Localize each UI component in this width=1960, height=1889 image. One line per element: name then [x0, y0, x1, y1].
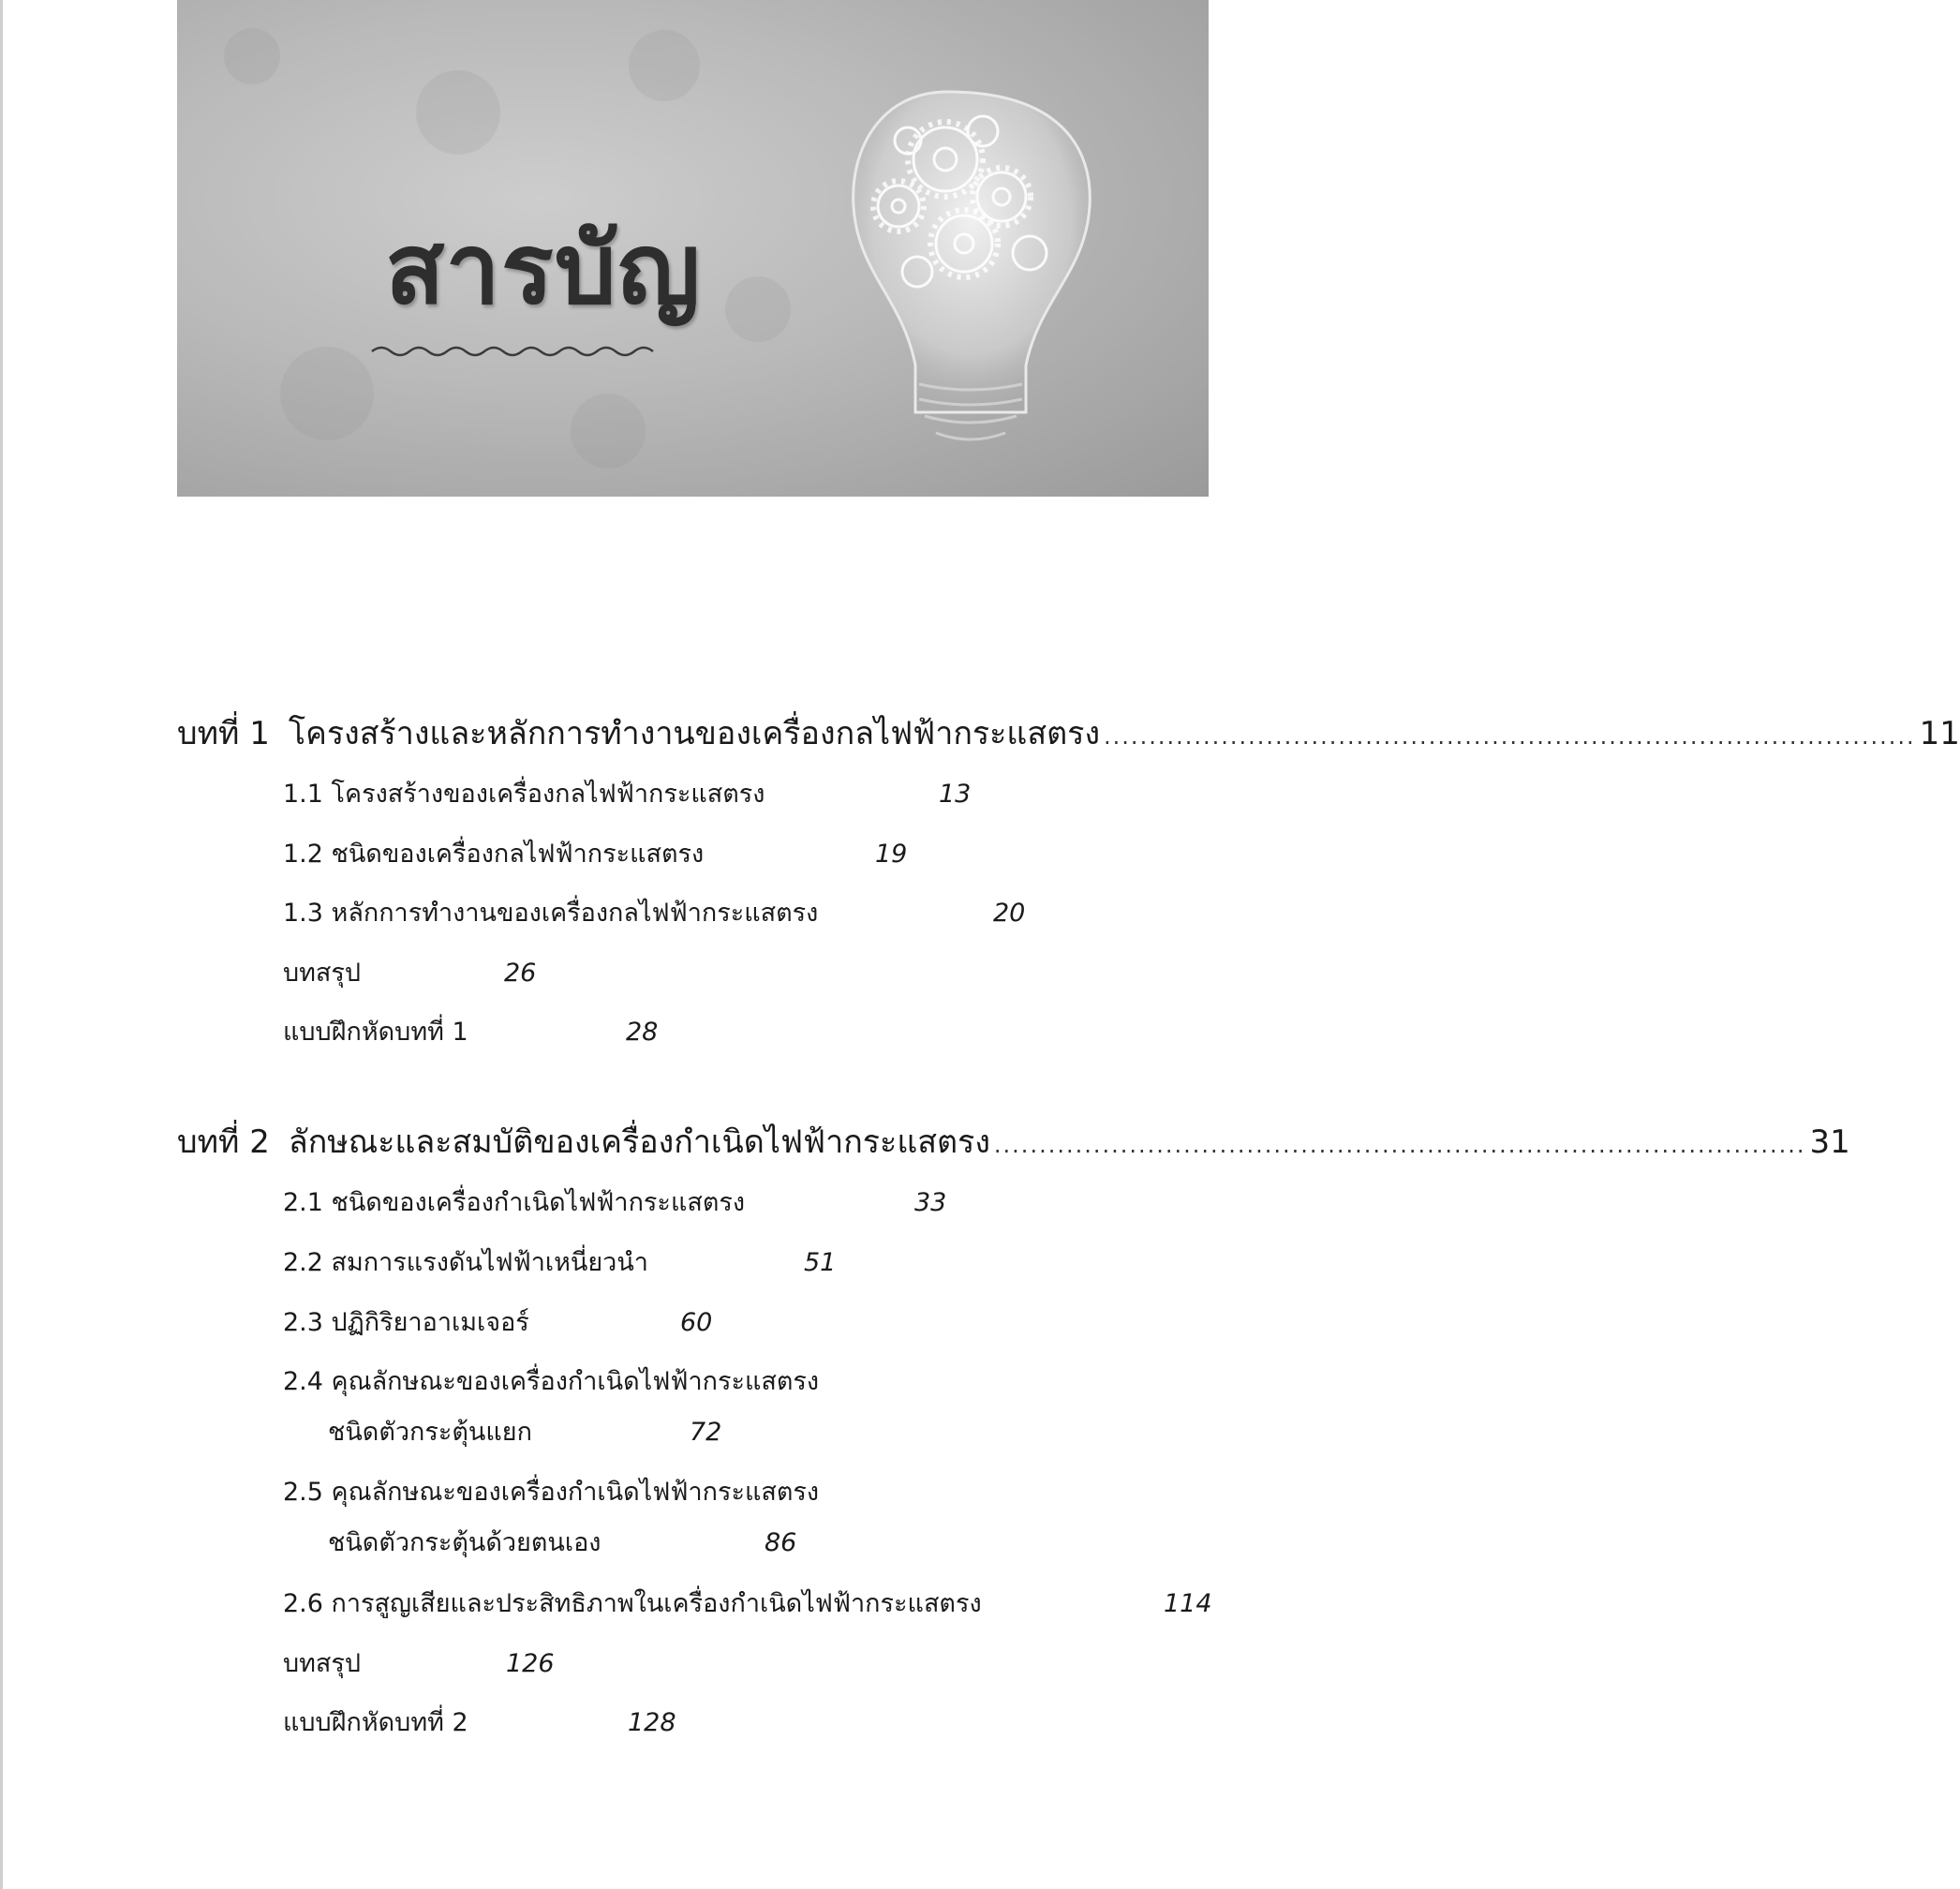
header-banner [177, 0, 1209, 497]
toc-entry-2-3[interactable] [283, 1304, 1032, 1342]
toc-entry-page: 86 [765, 1528, 797, 1557]
toc-entry-page: 72 [690, 1418, 722, 1447]
toc-entry-page: 51 [804, 1248, 837, 1277]
toc-entry-2-4[interactable] [283, 1363, 1032, 1457]
toc-entry-page: 26 [504, 959, 537, 988]
chapter-number: บทที่ 2 [177, 1123, 270, 1161]
toc-entry-page: 28 [626, 1018, 659, 1047]
page-edge [0, 0, 3, 1889]
toc-entry-text: 1.1 โครงสร้างของเครื่องกลไฟฟ้ากระแสตรง [283, 780, 765, 809]
toc-entry-text: แบบฝึกหัดบทที่ 2 [283, 1708, 468, 1737]
chapter-2-heading[interactable] [177, 1119, 1850, 1166]
toc-entry-text: บทสรุป [283, 959, 362, 988]
title-wave-underline [372, 348, 653, 355]
chapter-number: บทที่ 1 [177, 715, 270, 752]
toc-entry-text: 2.2 สมการแรงดันไฟฟ้าเหนี่ยวนำ [283, 1248, 648, 1277]
page-title: สารบัญ [385, 211, 702, 326]
toc-entry-page: 114 [1164, 1589, 1212, 1618]
toc-entry-text: บทสรุป [283, 1649, 362, 1678]
toc-entry-text: 2.5 คุณลักษณะของเครื่องกำเนิดไฟฟ้ากระแสตรง [283, 1478, 820, 1507]
toc-entry-2-2[interactable] [283, 1244, 1032, 1282]
toc-entry-text: 1.3 หลักการทำงานของเครื่องกลไฟฟ้ากระแสตรง [283, 899, 819, 928]
toc-entry-text: แบบฝึกหัดบทที่ 1 [283, 1018, 468, 1047]
toc-entry-1-exercise[interactable] [283, 1014, 1032, 1051]
chapter-title: โครงสร้างและหลักการทำงานของเครื่องกลไฟฟ้ากระแสตรง [288, 715, 1101, 752]
toc-entry-2-exercise[interactable] [283, 1704, 1032, 1742]
toc-entry-2-1[interactable] [283, 1184, 1032, 1222]
toc-entry-page: 60 [680, 1308, 713, 1337]
toc-entry-page: 13 [939, 780, 972, 809]
chapter-page-number: 11 [1919, 715, 1960, 752]
toc-entry-1-1[interactable] [283, 776, 1032, 813]
toc-entry-page: 33 [914, 1188, 947, 1217]
toc-entry-text: 2.4 คุณลักษณะของเครื่องกำเนิดไฟฟ้ากระแสตรง [283, 1367, 820, 1396]
toc-entry-page: 128 [628, 1708, 676, 1737]
toc-entry-page: 20 [993, 899, 1026, 928]
toc-entry-text: 1.2 ชนิดของเครื่องกลไฟฟ้ากระแสตรง [283, 840, 705, 869]
chapter-title: ลักษณะและสมบัติของเครื่องกำเนิดไฟฟ้ากระแสตรง [288, 1123, 990, 1161]
toc-entry-1-3[interactable] [283, 895, 1032, 932]
toc-entry-text: 2.6 การสูญเสียและประสิทธิภาพในเครื่องกำเนิดไฟฟ้ากระแสตรง [283, 1589, 982, 1618]
toc-entry-1-2[interactable] [283, 836, 1032, 873]
toc-entry-page: 19 [875, 840, 908, 869]
toc-entry-2-5[interactable] [283, 1474, 1032, 1568]
toc-entry-page: 126 [506, 1649, 555, 1678]
toc-entry-2-summary[interactable] [283, 1645, 1032, 1683]
dot-leader: .......................................................................................... [1104, 723, 1916, 750]
toc-entry-text: 2.3 ปฏิกิริยาอาเมเจอร์ [283, 1308, 529, 1337]
toc-entry-continuation: ชนิดตัวกระตุ้นด้วยตนเอง [328, 1528, 601, 1557]
chapter-1-heading[interactable] [177, 710, 1960, 757]
dot-leader: .......................................................................................... [993, 1132, 1806, 1158]
toc-entry-1-summary[interactable] [283, 955, 1032, 992]
chapter-page-number: 31 [1809, 1123, 1850, 1161]
toc-entry-2-6[interactable] [283, 1585, 1210, 1623]
toc-entry-text: 2.1 ชนิดของเครื่องกำเนิดไฟฟ้ากระแสตรง [283, 1188, 746, 1217]
toc-entry-continuation: ชนิดตัวกระตุ้นแยก [328, 1418, 532, 1447]
